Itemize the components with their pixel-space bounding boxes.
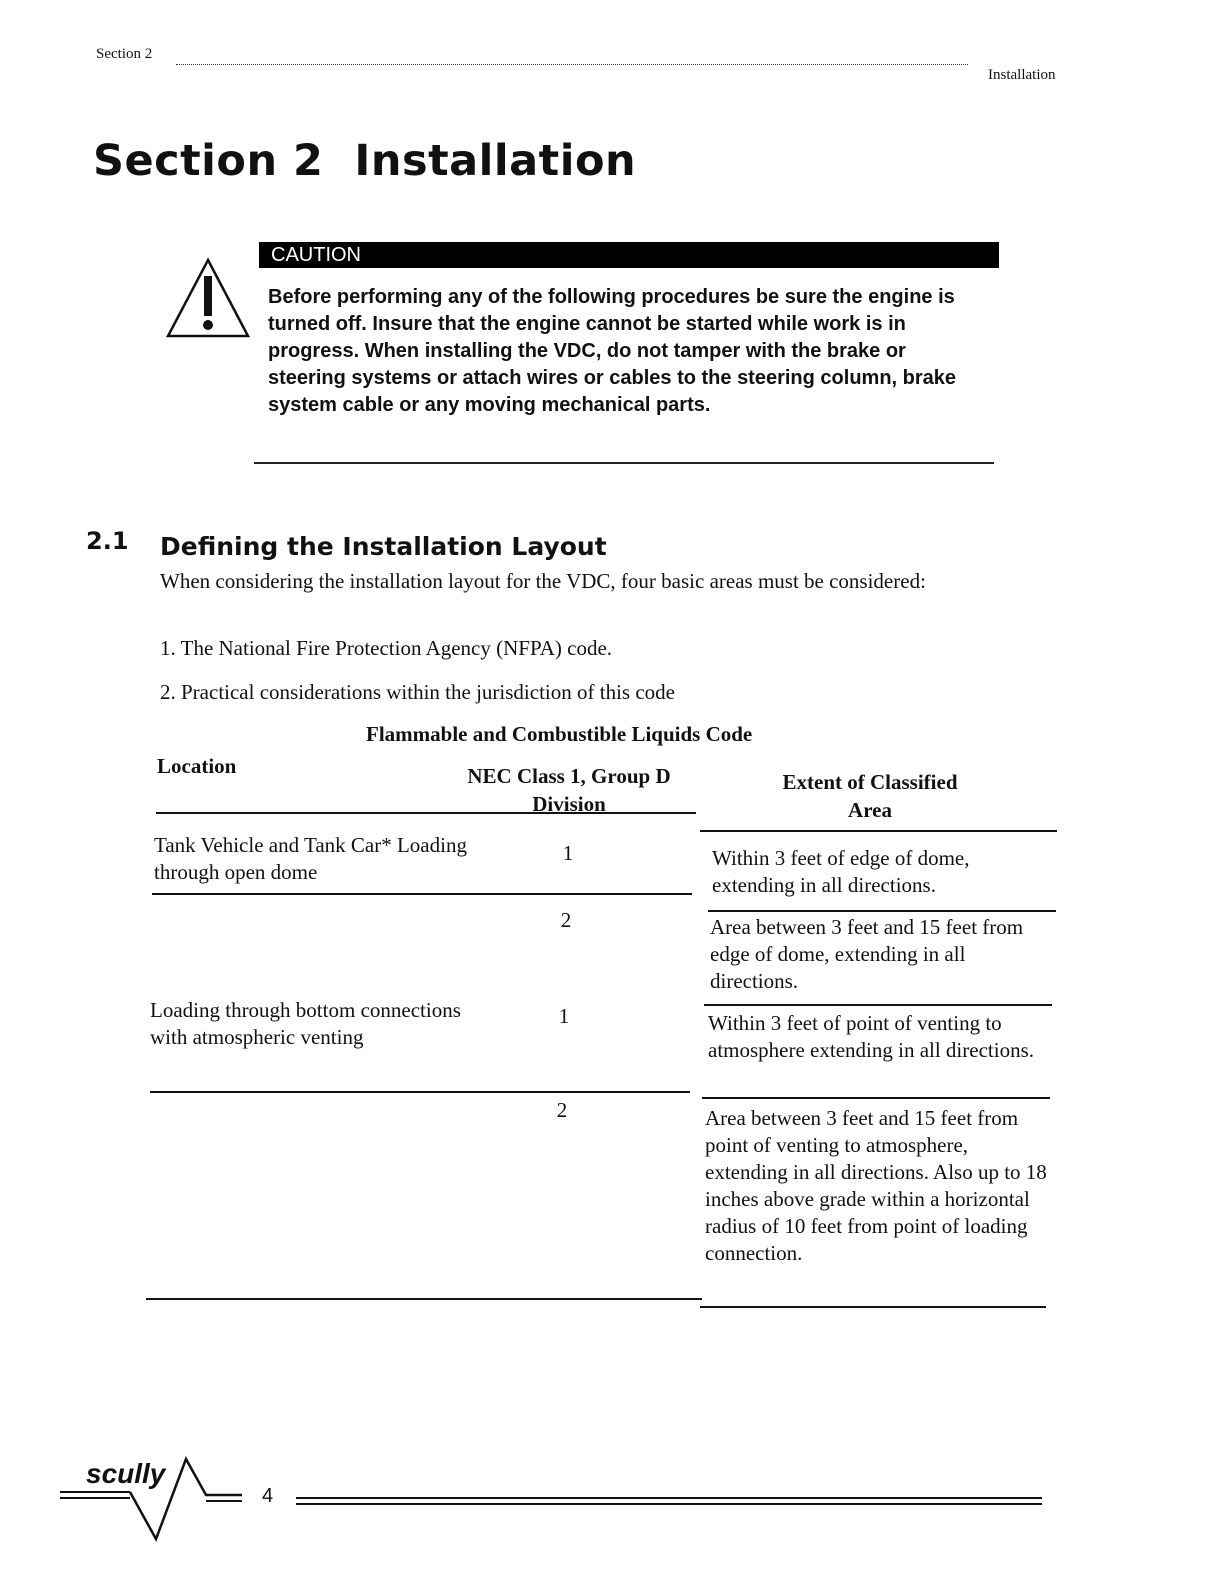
table-rule xyxy=(704,1004,1052,1006)
table-rule xyxy=(700,830,1057,832)
footer-rule xyxy=(296,1497,1042,1499)
page-number: 4 xyxy=(262,1485,274,1507)
section-number: 2.1 xyxy=(86,527,129,555)
table-cell-extent: Area between 3 feet and 15 feet from edge of dome, extending in all directions. xyxy=(710,915,1024,993)
caution-label: CAUTION xyxy=(271,244,361,266)
table-rule xyxy=(700,1306,1046,1308)
table-rule xyxy=(702,1097,1050,1099)
scully-logo xyxy=(60,1455,250,1545)
table-cell-extent: Within 3 feet of edge of dome, extending in all directions. xyxy=(712,846,970,897)
table-caption: Flammable and Combustible Liquids Code xyxy=(366,722,753,746)
table-cell-location: Loading through bottom connections with atmospheric venting xyxy=(150,998,461,1049)
table-cell-division: 1 xyxy=(558,1004,570,1028)
table-cell-location: Tank Vehicle and Tank Car* Loading through open dome xyxy=(154,833,467,884)
table-rule xyxy=(150,1091,690,1093)
column-header-extent: Extent of Classified Area xyxy=(782,770,958,822)
table-cell-extent: Within 3 feet of point of venting to atmosphere extending in all directions. xyxy=(708,1011,1034,1062)
table-cell-division: 1 xyxy=(562,841,574,865)
caution-text: Before performing any of the following procedures be sure the engine is turned off. Insure that the engine cannot be started while work is in progress. When installing the VDC, do not tamper with the brake or steering systems or attach wires or cables to the steering column, brake system cable or any moving mechanical parts. xyxy=(268,286,957,416)
section-title: Defining the Installation Layout xyxy=(160,532,607,561)
table-cell-division: 2 xyxy=(560,908,572,932)
warning-triangle-icon xyxy=(166,256,250,340)
footer-rule xyxy=(296,1503,1042,1505)
table-rule xyxy=(156,812,696,814)
table-cell-extent: Area between 3 feet and 15 feet from point of venting to atmosphere, extending in all directions. Also up to 18 inches above grade within a horizontal radius of 10 feet from point of loading connection. xyxy=(705,1106,1047,1265)
running-header-section: Section 2 xyxy=(96,46,153,62)
header-dot-leader xyxy=(176,64,968,65)
section-intro: When considering the installation layout for the VDC, four basic areas must be considered: xyxy=(160,569,926,593)
table-rule xyxy=(152,893,692,895)
column-header-location: Location xyxy=(157,754,237,778)
page-title: Section 2 Installation xyxy=(93,136,637,186)
running-header-chapter: Installation xyxy=(988,67,1056,83)
caution-divider xyxy=(254,462,994,464)
logo-wordmark: scully xyxy=(86,1458,166,1489)
table-rule xyxy=(146,1298,702,1300)
caution-banner xyxy=(259,242,999,268)
table-rule xyxy=(708,910,1056,912)
list-item: 2. Practical considerations within the jurisdiction of this code xyxy=(160,680,675,704)
column-header-division: NEC Class 1, Group D Division xyxy=(467,764,671,816)
table-cell-division: 2 xyxy=(556,1098,568,1122)
list-item: 1. The National Fire Protection Agency (NFPA) code. xyxy=(160,636,613,660)
